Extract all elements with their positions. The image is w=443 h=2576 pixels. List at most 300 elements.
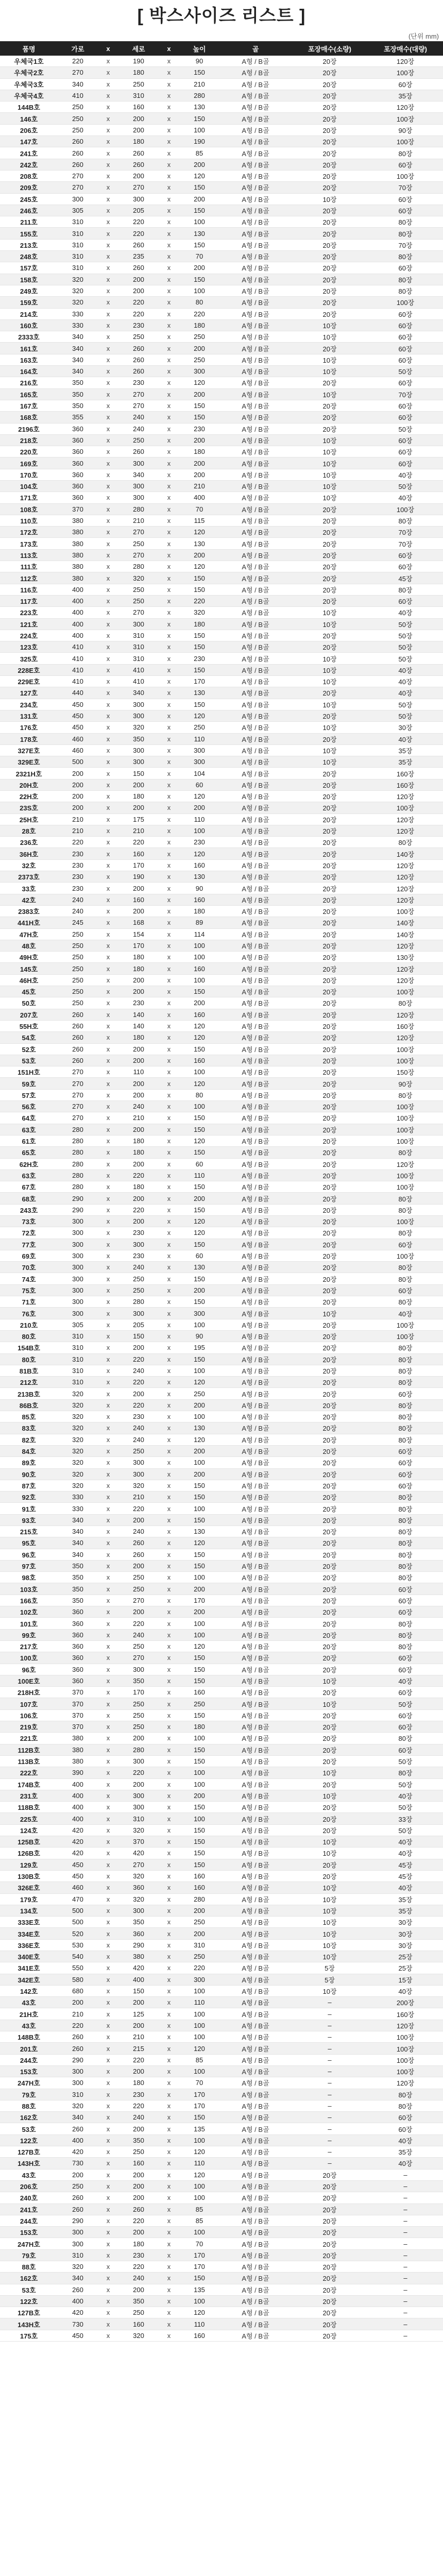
cell-x: x [159,423,179,434]
cell-depth: 410 [118,664,159,675]
cell-height: 130 [179,871,219,883]
cell-x: x [98,1652,118,1664]
cell-pack-small: 20장 [292,1733,368,1744]
cell-depth: 240 [118,1434,159,1445]
cell-depth: 200 [118,1560,159,1571]
table-row [0,974,443,986]
cell-depth: 210 [118,2031,159,2043]
table-row [0,1698,443,1709]
cell-depth: 210 [118,1492,159,1503]
cell-pack-small: 20장 [292,1262,368,1273]
cell-pack-small: – [292,2077,368,2089]
cell-depth: 200 [118,274,159,285]
cell-flute: A형 / B골 [219,1859,292,1870]
cell-flute: A형 / B골 [219,1675,292,1686]
cell-pack-small: 20장 [292,1227,368,1239]
cell-pack-small: 20장 [292,527,368,538]
cell-x: x [159,434,179,446]
cell-height: 120 [179,561,219,572]
cell-depth: 200 [118,1388,159,1399]
cell-depth: 320 [118,1480,159,1491]
cell-depth: 320 [118,572,159,584]
cell-name: 53호 [0,2123,58,2134]
cell-width: 340 [58,2112,98,2123]
cell-pack-bulk: 40장 [368,469,443,480]
cell-pack-bulk: 60장 [368,1709,443,1721]
cell-height: 180 [179,1721,219,1733]
cell-x: x [98,136,118,147]
table-row [0,2215,443,2226]
cell-height: 150 [179,1802,219,1813]
cell-flute: A형 / B골 [219,1020,292,1031]
table-row [0,1078,443,1089]
cell-flute: A형 / B골 [219,388,292,400]
cell-name: 159호 [0,297,58,308]
cell-x: x [159,446,179,457]
cell-flute: A형 / B골 [219,1239,292,1250]
cell-name: 116호 [0,584,58,595]
cell-depth: 125 [118,2008,159,2020]
cell-x: x [159,2180,179,2192]
cell-name: 236호 [0,837,58,848]
cell-pack-small: 20장 [292,1112,368,1124]
cell-name: 101호 [0,1618,58,1629]
cell-pack-small: 10장 [292,1836,368,1848]
cell-x: x [98,986,118,997]
cell-pack-small: – [292,2020,368,2031]
cell-pack-small: 20장 [292,1537,368,1549]
cell-height: 120 [179,1020,219,1031]
cell-height: 100 [179,1365,219,1376]
cell-height: 110 [179,1997,219,2008]
table-row [0,572,443,584]
cell-pack-small: 20장 [292,297,368,308]
cell-name: 125B호 [0,1836,58,1848]
cell-depth: 170 [118,1687,159,1698]
cell-height: 320 [179,607,219,618]
cell-height: 150 [179,239,219,250]
cell-depth: 200 [118,2227,159,2238]
cell-x: x [159,549,179,561]
cell-x: x [98,1928,118,1939]
unit-note: (단위 mm) [408,32,439,40]
cell-x: x [159,1422,179,1434]
cell-name: 210호 [0,1319,58,1330]
cell-x: x [98,756,118,768]
cell-name: 80호 [0,1353,58,1365]
cell-width: 400 [58,584,98,595]
cell-x: x [98,434,118,446]
cell-x: x [159,1652,179,1664]
table-row [0,744,443,756]
cell-pack-bulk: 40장 [368,687,443,699]
cell-height: 150 [179,1675,219,1686]
cell-name: 219호 [0,1721,58,1733]
cell-depth: 300 [118,1457,159,1468]
cell-depth: 160 [118,848,159,859]
cell-width: 360 [58,1675,98,1686]
cell-x: x [159,607,179,618]
cell-width: 420 [58,2307,98,2318]
cell-height: 150 [179,400,219,411]
cell-depth: 200 [118,124,159,135]
cell-width: 300 [58,1273,98,1284]
cell-pack-small: 20장 [292,1526,368,1537]
cell-x: x [98,1124,118,1135]
cell-pack-bulk: 80장 [368,1640,443,1652]
cell-name: 106호 [0,1709,58,1721]
cell-x: x [98,1032,118,1043]
cell-x: x [98,779,118,790]
cell-x: x [98,859,118,871]
cell-depth: 220 [118,1377,159,1388]
cell-width: 320 [58,1468,98,1480]
cell-x: x [159,1755,179,1767]
cell-flute: A형 / B골 [219,2249,292,2261]
cell-width: 680 [58,1985,98,1996]
cell-depth: 200 [118,1514,159,1526]
cell-height: 150 [179,1664,219,1675]
cell-x: x [98,2134,118,2146]
cell-width: 280 [58,1124,98,1135]
cell-width: 250 [58,928,98,940]
cell-width: 360 [58,1629,98,1640]
cell-name: 우체국4호 [0,90,58,101]
cell-flute: A형 / B골 [219,1147,292,1158]
cell-pack-small: – [292,2158,368,2169]
cell-flute: A형 / B골 [219,1032,292,1043]
cell-depth: 250 [118,434,159,446]
cell-x: x [98,1997,118,2008]
table-row [0,1457,443,1468]
table-row [0,2318,443,2330]
cell-x: x [98,1848,118,1859]
cell-width: 200 [58,791,98,802]
cell-pack-small: 20장 [292,1640,368,1652]
cell-name: 242호 [0,159,58,170]
cell-name: 68호 [0,1193,58,1204]
table-row [0,412,443,423]
cell-width: 320 [58,1388,98,1399]
cell-pack-bulk: 80장 [368,251,443,262]
cell-height: 170 [179,2089,219,2100]
cell-pack-bulk: 80장 [368,1273,443,1284]
cell-width: 360 [58,1640,98,1652]
cell-width: 260 [58,1043,98,1055]
cell-depth: 200 [118,1043,159,1055]
cell-flute: A형 / B골 [219,1583,292,1595]
cell-depth: 200 [118,2065,159,2077]
cell-x: x [159,2020,179,2031]
cell-x: x [159,1951,179,1962]
cell-depth: 220 [118,216,159,228]
cell-pack-small: 20장 [292,905,368,917]
cell-pack-bulk: 120장 [368,1009,443,1020]
cell-pack-bulk: 80장 [368,584,443,595]
cell-pack-bulk: 80장 [368,2089,443,2100]
cell-width: 300 [58,193,98,205]
cell-width: 400 [58,1802,98,1813]
cell-pack-small: 20장 [292,561,368,572]
table-row [0,1767,443,1778]
cell-depth: 260 [118,343,159,354]
cell-pack-bulk: 25장 [368,1951,443,1962]
cell-width: 400 [58,2134,98,2146]
cell-pack-small: 20장 [292,124,368,135]
cell-x: x [98,503,118,515]
cell-pack-small: 10장 [292,756,368,768]
cell-pack-small: 20장 [292,917,368,928]
cell-x: x [98,871,118,883]
cell-x: x [159,2169,179,2180]
cell-width: 290 [58,2054,98,2065]
table-row [0,136,443,147]
cell-pack-bulk: 140장 [368,848,443,859]
cell-x: x [98,1492,118,1503]
cell-width: 250 [58,997,98,1009]
cell-width: 350 [58,1560,98,1571]
cell-pack-small: 20장 [292,1583,368,1595]
cell-x: x [159,216,179,228]
cell-name: 169호 [0,457,58,469]
cell-flute: A형 / B골 [219,2204,292,2215]
cell-x: x [159,940,179,951]
cell-x: x [159,1342,179,1353]
cell-x: x [98,228,118,239]
cell-x: x [159,2065,179,2077]
cell-x: x [159,285,179,296]
cell-name: 178호 [0,733,58,744]
cell-x: x [98,1870,118,1882]
table-row [0,894,443,905]
cell-pack-small: 10장 [292,618,368,630]
cell-depth: 180 [118,2077,159,2089]
cell-width: 340 [58,78,98,90]
cell-name: 54호 [0,1032,58,1043]
cell-flute: A형 / B골 [219,1549,292,1560]
cell-depth: 154 [118,928,159,940]
cell-height: 100 [179,2227,219,2238]
cell-x: x [98,2020,118,2031]
cell-name: 63호 [0,1170,58,1181]
cell-x: x [159,1859,179,1870]
cell-depth: 230 [118,1227,159,1239]
cell-flute: A형 / B골 [219,825,292,836]
cell-height: 120 [179,848,219,859]
table-row [0,733,443,744]
cell-x: x [98,1284,118,1296]
cell-name: 2321H호 [0,768,58,779]
cell-flute: A형 / B골 [219,319,292,331]
cell-x: x [159,457,179,469]
table-row [0,1882,443,1893]
table-row [0,641,443,653]
cell-flute: A형 / B골 [219,607,292,618]
cell-depth: 140 [118,1009,159,1020]
header-x1: x [98,41,118,56]
cell-width: 400 [58,2295,98,2307]
cell-x: x [98,2008,118,2020]
cell-pack-bulk: 100장 [368,1055,443,1066]
cell-x: x [98,170,118,181]
cell-height: 160 [179,859,219,871]
cell-depth: 180 [118,1135,159,1146]
cell-flute: A형 / B골 [219,1377,292,1388]
cell-pack-bulk: 120장 [368,825,443,836]
cell-height: 200 [179,549,219,561]
cell-height: 110 [179,814,219,825]
cell-x: x [159,699,179,710]
cell-x: x [98,205,118,216]
cell-height: 70 [179,2238,219,2249]
cell-width: 320 [58,285,98,296]
cell-pack-bulk: 60장 [368,308,443,319]
cell-flute: A형 / B골 [219,1308,292,1319]
table-row [0,2158,443,2169]
cell-name: 77호 [0,1239,58,1250]
cell-x: x [159,2307,179,2318]
cell-x: x [98,1503,118,1514]
header-x2: x [159,41,179,56]
cell-flute: A형 / B골 [219,1445,292,1456]
cell-pack-bulk: 60장 [368,354,443,365]
table-row [0,354,443,365]
cell-height: 150 [179,1480,219,1491]
cell-flute: A형 / B골 [219,1939,292,1951]
cell-width: 250 [58,124,98,135]
cell-pack-small: 20장 [292,1652,368,1664]
cell-flute: A형 / B골 [219,2020,292,2031]
cell-height: 135 [179,2284,219,2295]
cell-x: x [98,561,118,572]
cell-x: x [98,1733,118,1744]
cell-flute: A형 / B골 [219,2227,292,2238]
table-row [0,2180,443,2192]
cell-x: x [98,1377,118,1388]
cell-name: 48호 [0,940,58,951]
cell-height: 150 [179,699,219,710]
cell-height: 150 [179,1836,219,1848]
table-row [0,239,443,250]
table-row [0,1606,443,1618]
cell-depth: 200 [118,2123,159,2134]
cell-pack-bulk: 70장 [368,182,443,193]
cell-name: 100호 [0,1652,58,1664]
table-row [0,170,443,181]
cell-pack-small: 20장 [292,1215,368,1227]
table-row [0,1514,443,1526]
cell-depth: 270 [118,607,159,618]
cell-height: 170 [179,2261,219,2273]
cell-name: 144B호 [0,101,58,113]
cell-pack-bulk: 50장 [368,710,443,721]
cell-pack-bulk: 40장 [368,733,443,744]
cell-height: 100 [179,2031,219,2043]
cell-height: 195 [179,1342,219,1353]
cell-pack-bulk: 100장 [368,136,443,147]
cell-pack-bulk: 80장 [368,147,443,159]
cell-pack-small: 10장 [292,1905,368,1916]
cell-height: 200 [179,997,219,1009]
cell-flute: A형 / B골 [219,285,292,296]
table-row [0,2273,443,2284]
cell-depth: 400 [118,1974,159,1985]
cell-height: 150 [179,1514,219,1526]
cell-name: 104호 [0,480,58,492]
cell-width: 410 [58,90,98,101]
cell-pack-small: 20장 [292,1124,368,1135]
table-row [0,1928,443,1939]
cell-flute: A형 / B골 [219,905,292,917]
cell-flute: A형 / B골 [219,664,292,675]
cell-width: 420 [58,1848,98,1859]
cell-depth: 300 [118,710,159,721]
cell-height: 160 [179,1882,219,1893]
cell-height: 100 [179,952,219,963]
cell-x: x [159,986,179,997]
cell-depth: 160 [118,101,159,113]
cell-height: 160 [179,1687,219,1698]
cell-name: 122호 [0,2295,58,2307]
cell-x: x [159,664,179,675]
cell-pack-small: 10장 [292,676,368,687]
cell-pack-bulk: 120장 [368,871,443,883]
cell-pack-bulk: 60장 [368,2112,443,2123]
cell-width: 230 [58,859,98,871]
cell-x: x [159,1928,179,1939]
cell-pack-bulk: – [368,2307,443,2318]
cell-name: 248호 [0,251,58,262]
cell-flute: A형 / B골 [219,1744,292,1755]
cell-x: x [159,1308,179,1319]
cell-pack-small: 20장 [292,894,368,905]
cell-x: x [159,825,179,836]
cell-depth: 240 [118,2273,159,2284]
cell-x: x [159,2158,179,2169]
cell-pack-bulk: 40장 [368,664,443,675]
cell-name: 103호 [0,1583,58,1595]
cell-height: 130 [179,1262,219,1273]
cell-flute: A형 / B골 [219,1480,292,1491]
cell-depth: 190 [118,871,159,883]
table-row [0,1721,443,1733]
cell-pack-bulk: 80장 [368,1089,443,1100]
cell-width: 360 [58,492,98,503]
cell-x: x [98,1262,118,1273]
cell-x: x [98,90,118,101]
cell-height: 100 [179,2134,219,2146]
cell-pack-bulk: 60장 [368,1595,443,1606]
cell-pack-small: 20장 [292,2180,368,2192]
cell-height: 120 [179,1215,219,1227]
cell-height: 200 [179,1928,219,1939]
cell-pack-small: 20장 [292,2204,368,2215]
cell-flute: A형 / B골 [219,527,292,538]
cell-depth: 180 [118,67,159,78]
cell-name: 201호 [0,2043,58,2054]
cell-name: 179호 [0,1893,58,1905]
cell-width: 380 [58,538,98,549]
cell-pack-small: 20장 [292,503,368,515]
cell-height: 150 [179,205,219,216]
table-row [0,1215,443,1227]
cell-x: x [98,1606,118,1618]
cell-width: 380 [58,1733,98,1744]
cell-name: 96호 [0,1664,58,1675]
cell-pack-small: 10장 [292,492,368,503]
cell-flute: A형 / B골 [219,1101,292,1112]
cell-pack-small: 20장 [292,630,368,641]
